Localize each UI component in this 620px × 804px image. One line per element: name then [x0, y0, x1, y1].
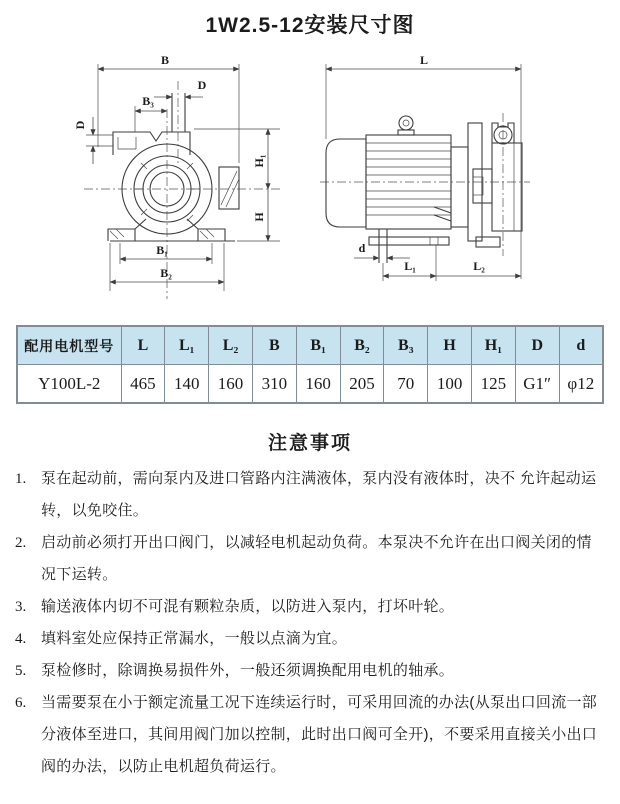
header-motor-model: 配用电机型号: [17, 326, 121, 365]
pump-feet: [108, 219, 235, 241]
dim-label-B1: B₁: [156, 243, 168, 257]
note-item: [15, 655, 605, 687]
cell-B3: 70: [384, 365, 428, 404]
header-B3: B₃: [384, 326, 428, 365]
note-text: 泵检修时，除调换易损件外，一般还须调换配用电机的轴承。: [41, 662, 455, 679]
header-D: D: [515, 326, 559, 365]
drawings-row: [0, 51, 620, 309]
note-item: [15, 463, 605, 527]
dim-label-L2: L₂: [473, 259, 485, 273]
notes-heading: 注意事项: [267, 433, 352, 454]
note-number: 4.: [15, 631, 27, 647]
dim-L1-L2: [383, 245, 521, 281]
note-text: 当需要泵在小于额定流量工况下连续运行时，可采用回流的办法(从泵出口回流一部分液体至进口，其间用阀门加以控制，此时出口阀可全开)，不要采用直接关小出口阀的办法，以防止电机超负荷运行。: [41, 694, 598, 775]
cell-H: 100: [428, 365, 472, 404]
motor-body: [326, 116, 451, 229]
header-L2: L₂: [209, 326, 253, 365]
note-item: [15, 687, 605, 783]
cell-L2: 160: [209, 365, 253, 404]
dim-D-top: [154, 78, 207, 97]
header-H1: H₁: [472, 326, 516, 365]
dim-D-left: [73, 117, 113, 164]
pump-casing-side: [473, 123, 522, 231]
dim-label-D-top: D: [197, 78, 207, 92]
note-item: [15, 527, 605, 591]
header-B2: B₂: [340, 326, 384, 365]
dim-label-B3: B₃: [142, 94, 154, 108]
manual-page: [0, 9, 620, 804]
note-item: [15, 623, 605, 655]
cell-H1: 125: [472, 365, 516, 404]
cell-B: 310: [252, 365, 296, 404]
header-d: d: [559, 326, 603, 365]
page-title: 1W2.5-12安装尺寸图: [205, 14, 415, 37]
table-header-row: [17, 326, 603, 365]
cell-D: G1″: [515, 365, 559, 404]
cell-B2: 205: [340, 365, 384, 404]
cell-L: 465: [121, 365, 165, 404]
note-text: 启动前必须打开出口阀门，以减轻电机起动负荷。本泵决不允许在出口阀关闭的情况下运转。: [41, 534, 592, 583]
cell-B1: 160: [296, 365, 340, 404]
dim-H1-H: [194, 129, 280, 241]
notes-list: [15, 463, 605, 783]
dim-B3: [135, 94, 167, 132]
note-number: 1.: [15, 471, 27, 487]
note-number: 3.: [15, 599, 27, 615]
table-data-row: [17, 365, 603, 404]
note-text: 泵在起动前，需向泵内及进口管路内注满液体，泵内没有液体时，决不 允许起动运转，以免咬住。: [41, 470, 597, 519]
dim-label-D-left: D: [73, 120, 87, 130]
side-view-drawing: [316, 51, 614, 301]
dim-d: [354, 241, 410, 258]
dim-label-H: H: [252, 212, 266, 222]
dim-label-H1: H₁: [252, 154, 266, 168]
dim-B1: [120, 243, 212, 264]
dim-label-B: B: [160, 53, 170, 67]
note-text: 输送液体内切不可混有颗粒杂质，以防进入泵内，打坏叶轮。: [41, 598, 455, 615]
dimension-table: [16, 325, 604, 404]
note-item: [15, 591, 605, 623]
dim-label-d: d: [358, 241, 366, 255]
dim-B: [98, 53, 239, 163]
note-text: 填料室处应保持正常漏水，一般以点滴为宜。: [41, 630, 348, 647]
note-number: 2.: [15, 535, 27, 551]
side-bracket: [219, 167, 239, 209]
header-B: B: [252, 326, 296, 365]
header-L: L: [121, 326, 165, 365]
dim-label-L: L: [419, 53, 429, 67]
note-number: 6.: [15, 695, 27, 711]
header-B1: B₁: [296, 326, 340, 365]
cell-L1: 140: [165, 365, 209, 404]
front-view-drawing: [36, 51, 308, 309]
dim-label-L1: L₁: [404, 259, 416, 273]
dim-label-B2: B₂: [160, 266, 172, 280]
note-number: 5.: [15, 663, 27, 679]
cell-d: φ12: [559, 365, 603, 404]
cell-motor-model: Y100L-2: [17, 365, 121, 404]
header-H: H: [428, 326, 472, 365]
centerlines: [320, 113, 530, 256]
header-L1: L₁: [165, 326, 209, 365]
